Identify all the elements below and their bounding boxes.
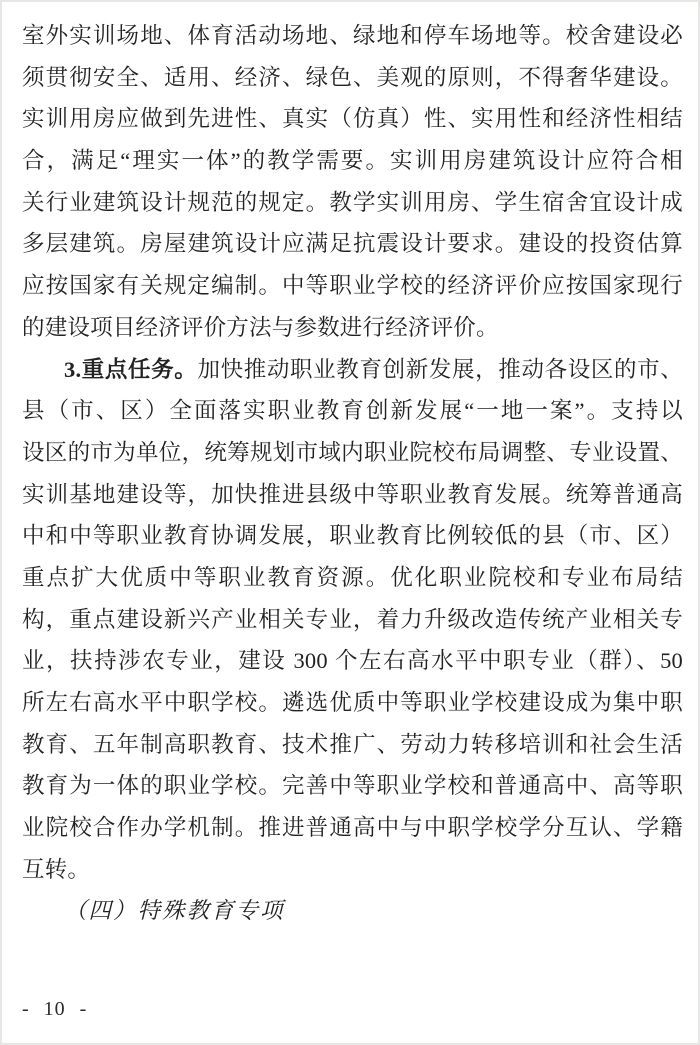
text-line: 设区的市为单位，统筹规划市域内职业院校布局调整、专业设置、 [22, 439, 683, 465]
text-line: 教育、五年制高职教育、技术推广、劳动力转移培训和社会生活 [22, 731, 683, 757]
text-line paragraph-end: 的建设项目经济评价方法与参数进行经济评价。 [22, 314, 499, 340]
text-line: 构，重点建设新兴产业相关专业，着力升级改造传统产业相关专 [22, 606, 683, 632]
text-line: 重点扩大优质中等职业教育资源。优化职业院校和专业布局结 [22, 564, 683, 590]
paragraph-first-line [22, 349, 683, 391]
text-line: 关行业建筑设计规范的规定。教学实训用房、学生宿舍宜设计成 [22, 189, 683, 215]
text-line: 实训基地建设等，加快推进县级中等职业教育发展。统筹普通高 [22, 481, 683, 507]
text-line: 多层建筑。房屋建筑设计应满足抗震设计要求。建设的投资估算 [22, 231, 683, 257]
section-heading: （四）特殊教育专项 [64, 898, 285, 924]
text-line: 合，满足“理实一体”的教学需要。实训用房建筑设计应符合相 [22, 148, 683, 174]
text-line: 应按国家有关规定编制。中等职业学校的经济评价应按国家现行 [22, 273, 683, 299]
document-body [2, 2, 698, 932]
text-line: 实训用房应做到先进性、真实（仿真）性、实用性和经济性相结 [22, 106, 683, 132]
text-line: 业，扶持涉农专业，建设 300 个左右高水平中职专业（群）、50 [22, 648, 683, 674]
bold-inline-heading: 3.重点任务。 [64, 356, 198, 382]
text-line: 所左右高水平中职学校。遴选优质中等职业学校建设成为集中职 [22, 690, 683, 715]
text-line: 教育为一体的职业学校。完善中等职业学校和普通高中、高等职 [22, 773, 683, 799]
page-number: - 10 - [22, 998, 88, 1020]
text-line: 业院校合作办学机制。推进普通高中与中职学校学分互认、学籍 [22, 815, 683, 841]
text-line: 加快推动职业教育创新发展，推动各设区的市、 [197, 356, 683, 382]
text-line paragraph-end: 互转。 [22, 856, 91, 882]
text-line: 中和中等职业教育协调发展，职业教育比例较低的县（市、区） [22, 523, 683, 549]
text-line: 县（市、区）全面落实职业教育创新发展“一地一案”。支持以 [22, 398, 683, 424]
text-line: 室外实训场地、体育活动场地、绿地和停车场地等。校舍建设必 [22, 23, 683, 48]
text-line: 须贯彻安全、适用、经济、绿色、美观的原则，不得奢华建设。 [22, 64, 683, 90]
